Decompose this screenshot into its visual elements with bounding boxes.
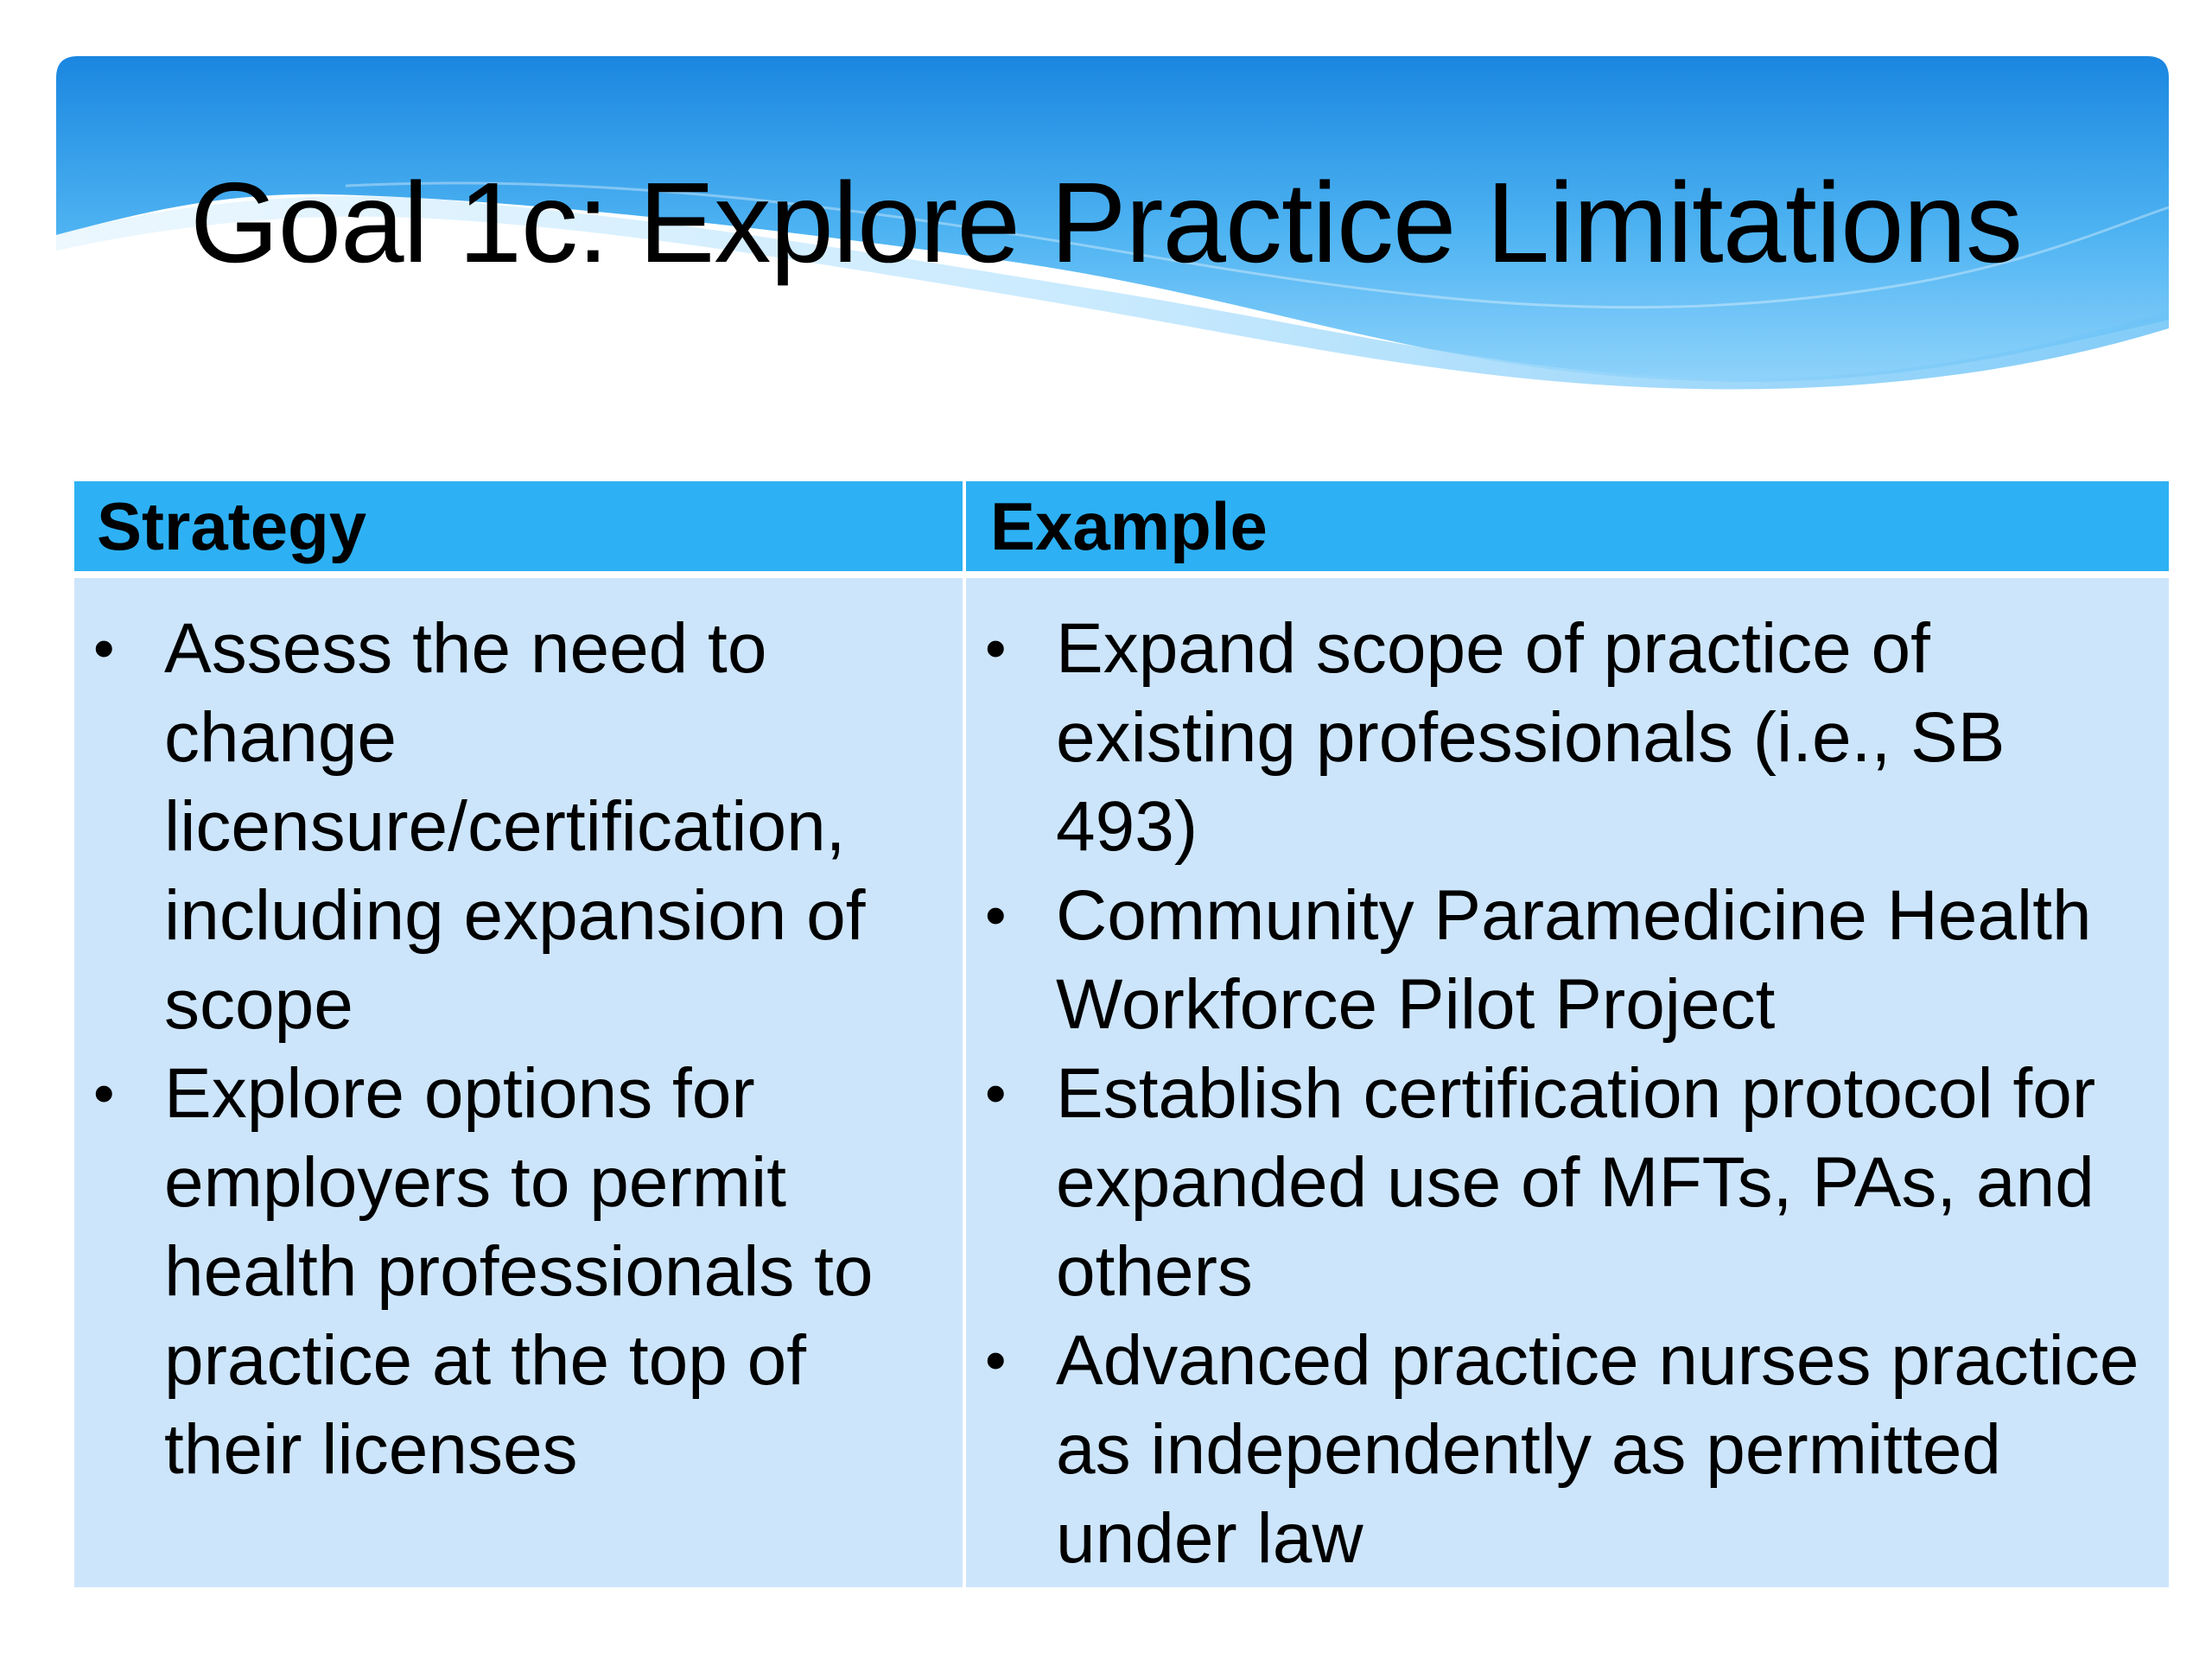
strategy-example-table: [74, 481, 2169, 1587]
example-cell: [963, 578, 2169, 1587]
list-item: [966, 1049, 2169, 1316]
list-item: [966, 604, 2169, 871]
bullet-icon: •: [985, 881, 1007, 949]
strategy-list: [74, 604, 963, 1494]
example-list: [966, 604, 2169, 1583]
example-item-text: Expand scope of practice of existing professionals (i.e., SB 493): [1056, 609, 2005, 866]
list-item: [74, 1049, 963, 1494]
list-item: [966, 871, 2169, 1049]
header-example: Example: [963, 481, 2169, 578]
list-item: [966, 1316, 2169, 1583]
strategy-item-text: Explore options for employers to permit health professionals to practice at the top of their licenses: [164, 1054, 874, 1489]
header-strategy: Strategy: [74, 481, 963, 578]
strategy-item-text: Assess the need to change licensure/certification, including expansion of scope: [164, 609, 866, 1044]
bullet-icon: •: [985, 1326, 1007, 1394]
bullet-icon: •: [93, 614, 115, 682]
bullet-icon: •: [985, 1059, 1007, 1127]
slide-title: Goal 1c: Explore Practice Limitations: [190, 159, 2022, 286]
example-item-text: Community Paramedicine Health Workforce Pilot Project: [1056, 876, 2092, 1044]
strategy-cell: [74, 578, 963, 1587]
bullet-icon: •: [93, 1059, 115, 1127]
list-item: [74, 604, 963, 1049]
bullet-icon: •: [985, 614, 1007, 682]
example-item-text: Advanced practice nurses practice as independently as permitted under law: [1056, 1321, 2139, 1578]
example-item-text: Establish certification protocol for expanded use of MFTs, PAs, and others: [1056, 1054, 2096, 1311]
